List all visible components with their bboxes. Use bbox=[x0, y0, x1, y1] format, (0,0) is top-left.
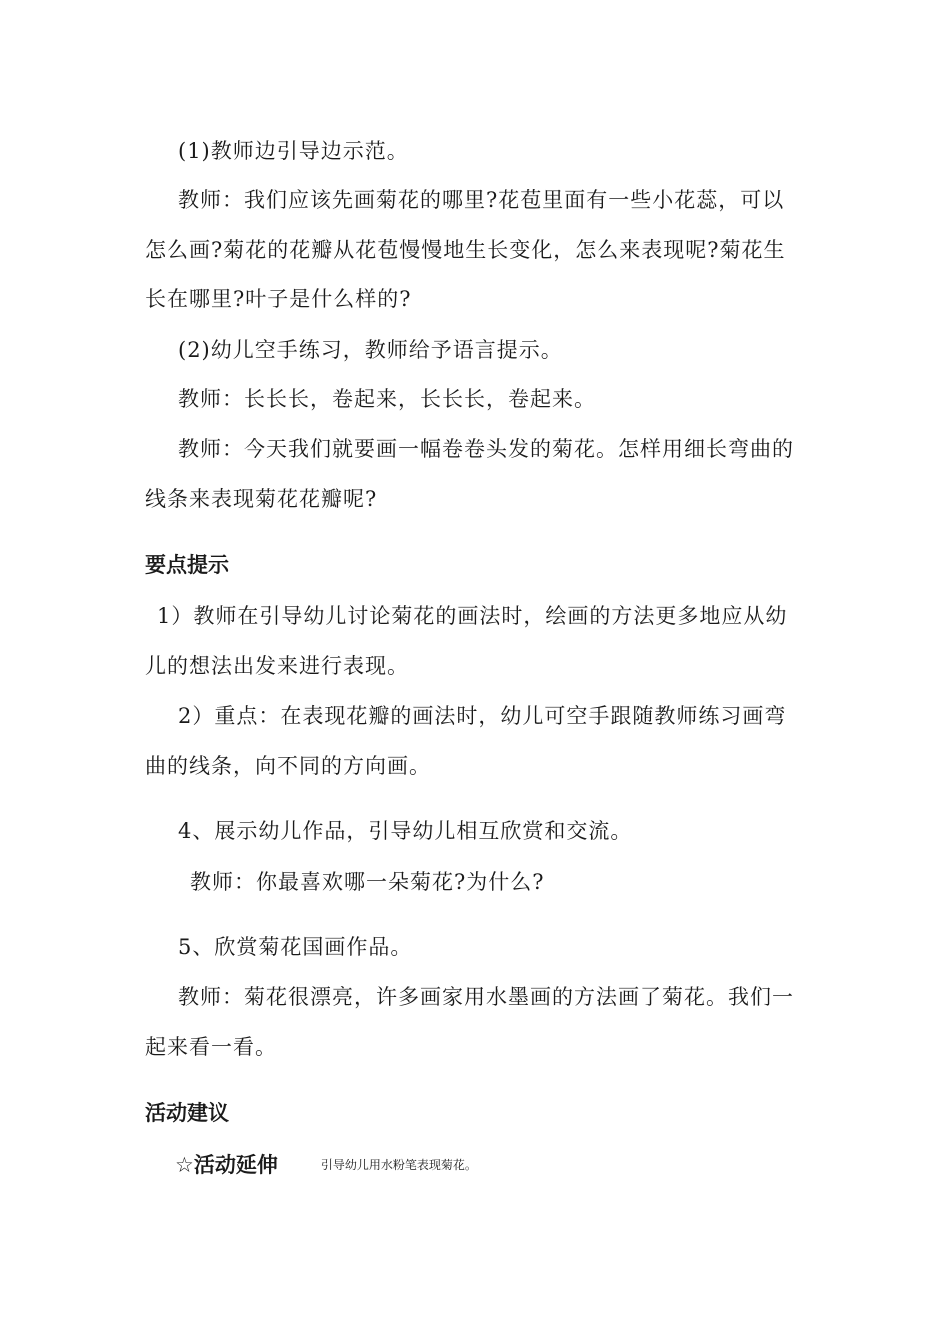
paragraph: 教师：菊花很漂亮，许多画家用水墨画的方法画了菊花。我们一 bbox=[178, 985, 794, 1009]
paragraph: 4、展示幼儿作品，引导幼儿相互欣赏和交流。 bbox=[178, 819, 633, 843]
paragraph: 线条来表现菊花花瓣呢? bbox=[145, 487, 378, 511]
paragraph: 5、欣赏菊花国画作品。 bbox=[178, 935, 413, 959]
paragraph: 教师：我们应该先画菊花的哪里?花苞里面有一些小花蕊，可以 bbox=[178, 188, 785, 212]
section-heading-key-points: 要点提示 bbox=[145, 553, 229, 577]
extension-text: 引导幼儿用水粉笔表现菊花。 bbox=[320, 1158, 477, 1172]
paragraph: 怎么画?菊花的花瓣从花苞慢慢地生长变化，怎么来表现呢?菊花生 bbox=[145, 238, 786, 262]
extension-title: ☆活动延伸 bbox=[175, 1153, 278, 1177]
activity-extension bbox=[175, 1150, 477, 1180]
paragraph: 曲的线条，向不同的方向画。 bbox=[145, 754, 431, 778]
paragraph: 起来看一看。 bbox=[145, 1035, 277, 1059]
paragraph: 教师：长长长，卷起来，长长长，卷起来。 bbox=[178, 387, 596, 411]
paragraph: 2）重点：在表现花瓣的画法时，幼儿可空手跟随教师练习画弯 bbox=[178, 704, 787, 728]
paragraph: (1)教师边引导边示范。 bbox=[178, 139, 409, 163]
paragraph: 儿的想法出发来进行表现。 bbox=[145, 654, 409, 678]
section-heading-suggestions: 活动建议 bbox=[145, 1101, 229, 1125]
paragraph: 长在哪里?叶子是什么样的? bbox=[145, 287, 412, 311]
paragraph: (2)幼儿空手练习，教师给予语言提示。 bbox=[178, 338, 563, 362]
paragraph: 1）教师在引导幼儿讨论菊花的画法时，绘画的方法更多地应从幼 bbox=[157, 604, 788, 628]
paragraph: 教师：今天我们就要画一幅卷卷头发的菊花。怎样用细长弯曲的 bbox=[178, 437, 794, 461]
paragraph: 教师：你最喜欢哪一朵菊花?为什么? bbox=[190, 870, 545, 894]
